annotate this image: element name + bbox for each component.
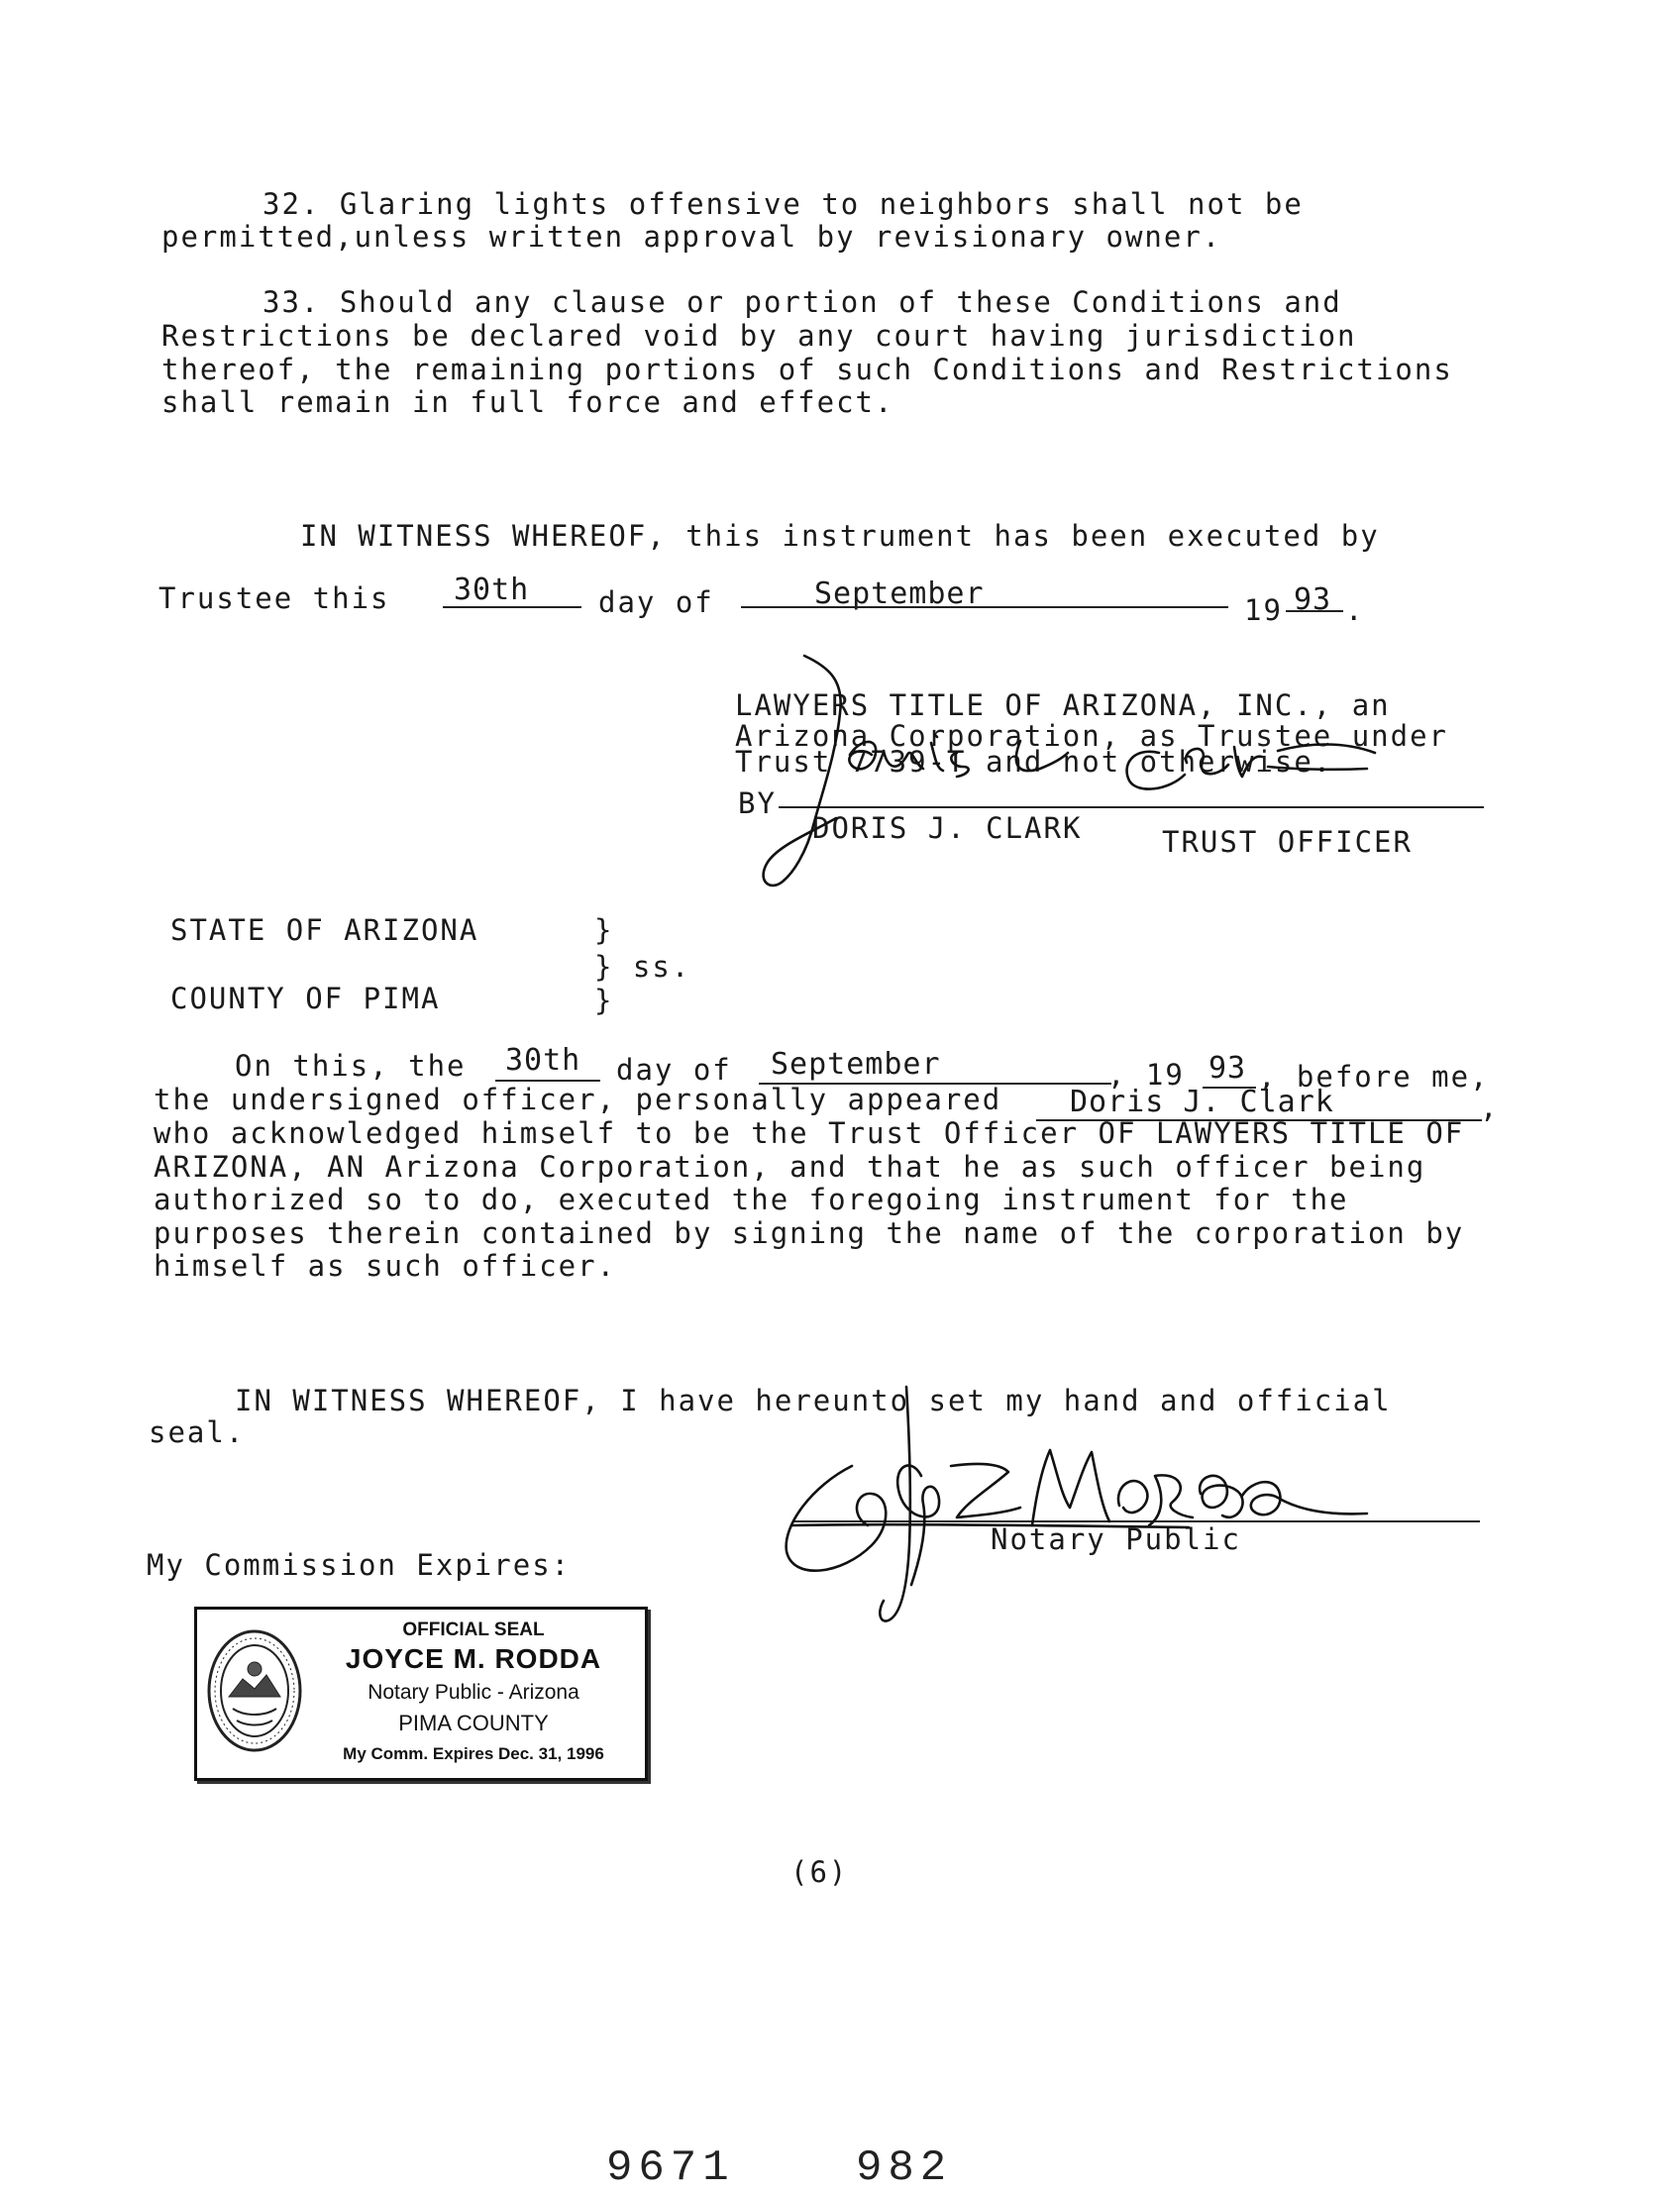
notary-official-seal <box>194 1607 648 1781</box>
book-number: 9671 <box>606 2143 735 2193</box>
witness-period: . <box>1345 593 1365 627</box>
page-number: (6) <box>790 1855 849 1889</box>
venue-brace-1: } <box>594 913 614 947</box>
seal-heading: OFFICIAL SEAL <box>402 1619 545 1640</box>
ack-year-value: 93 <box>1208 1051 1247 1086</box>
notary-signature <box>773 1377 1387 1634</box>
execution-month-value: September <box>814 576 985 611</box>
execution-month-underline <box>741 606 1228 608</box>
trustee-line-3: Trust 7739-T and not otherwise. <box>735 745 1333 779</box>
clause-33-line-1: 33. Should any clause or portion of these Conditions and <box>262 285 1342 319</box>
ack-line-2-start: the undersigned officer, personally appeared <box>154 1083 1002 1116</box>
ack-line-5: authorized so to do, executed the foregoing instrument for the <box>154 1183 1349 1216</box>
seal-county: PIMA COUNTY <box>398 1711 549 1735</box>
ack-line-7: himself as such officer. <box>154 1249 617 1283</box>
ack-line-1-start: On this, the <box>235 1049 467 1083</box>
trustee-line-1: LAWYERS TITLE OF ARIZONA, INC., an <box>735 688 1391 722</box>
trust-officer-title: TRUST OFFICER <box>1162 825 1413 859</box>
venue-state: STATE OF ARIZONA <box>170 913 479 947</box>
clause-32-line-2: permitted,unless written approval by revisionary owner. <box>161 220 1222 254</box>
clause-32-line-1: 32. Glaring lights offensive to neighbors shall not be <box>262 187 1304 221</box>
arizona-state-seal-emblem <box>203 1627 306 1754</box>
trust-officer-signature <box>753 644 1466 901</box>
ack-month-value: September <box>771 1047 941 1082</box>
trustee-line-2: Arizona Corporation, as Trustee under <box>735 719 1449 753</box>
clause-33-line-2: Restrictions be declared void by any court having jurisdiction <box>161 319 1357 353</box>
seal-notary-title: Notary Public - Arizona <box>368 1681 579 1704</box>
ack-line-2-comma: , <box>1480 1091 1500 1124</box>
clause-33-line-3: thereof, the remaining portions of such Conditions and Restrictions <box>161 353 1453 386</box>
ack-day-underline <box>495 1080 600 1082</box>
notary-witness-seal: seal. <box>149 1415 246 1449</box>
seal-expiration: My Comm. Expires Dec. 31, 1996 <box>343 1744 604 1763</box>
year-prefix: 19 <box>1244 593 1283 627</box>
execution-day-value: 30th <box>454 573 530 607</box>
page-reference-number: 982 <box>856 2143 953 2193</box>
seal-notary-name: JOYCE M. RODDA <box>345 1643 602 1674</box>
day-of-label: day of <box>598 585 714 619</box>
ack-appearer-name: Doris J. Clark <box>1070 1085 1334 1119</box>
execution-day-underline <box>443 606 581 608</box>
venue-brace-3: } <box>594 984 614 1017</box>
ack-day-of: day of <box>616 1053 732 1087</box>
notary-witness-line: IN WITNESS WHEREOF, I have hereunto set my hand and official <box>235 1384 1392 1417</box>
ack-line-6: purposes therein contained by signing the name of the corporation by <box>154 1216 1465 1250</box>
execution-year-value: 93 <box>1294 582 1332 617</box>
ack-year-prefix: , 19 <box>1107 1058 1185 1092</box>
ack-line-4: ARIZONA, AN Arizona Corporation, and that he as such officer being <box>154 1150 1426 1184</box>
ack-line-3: who acknowledged himself to be the Trust Officer OF LAWYERS TITLE OF <box>154 1116 1465 1150</box>
execution-year-underline <box>1286 610 1343 612</box>
witness-clause-line: IN WITNESS WHEREOF, this instrument has been executed by <box>300 519 1380 553</box>
clause-33-line-4: shall remain in full force and effect. <box>161 385 894 419</box>
trustee-this-label: Trustee this <box>158 581 390 615</box>
trust-officer-name: DORIS J. CLARK <box>812 811 1083 845</box>
notary-public-label: Notary Public <box>991 1522 1241 1556</box>
venue-county: COUNTY OF PIMA <box>170 982 441 1015</box>
venue-ss: } ss. <box>594 950 691 984</box>
ack-day-value: 30th <box>505 1043 581 1078</box>
by-label: BY <box>738 786 777 820</box>
ack-line-1-end: , before me, <box>1258 1060 1490 1094</box>
commission-expires-label: My Commission Expires: <box>147 1548 572 1582</box>
